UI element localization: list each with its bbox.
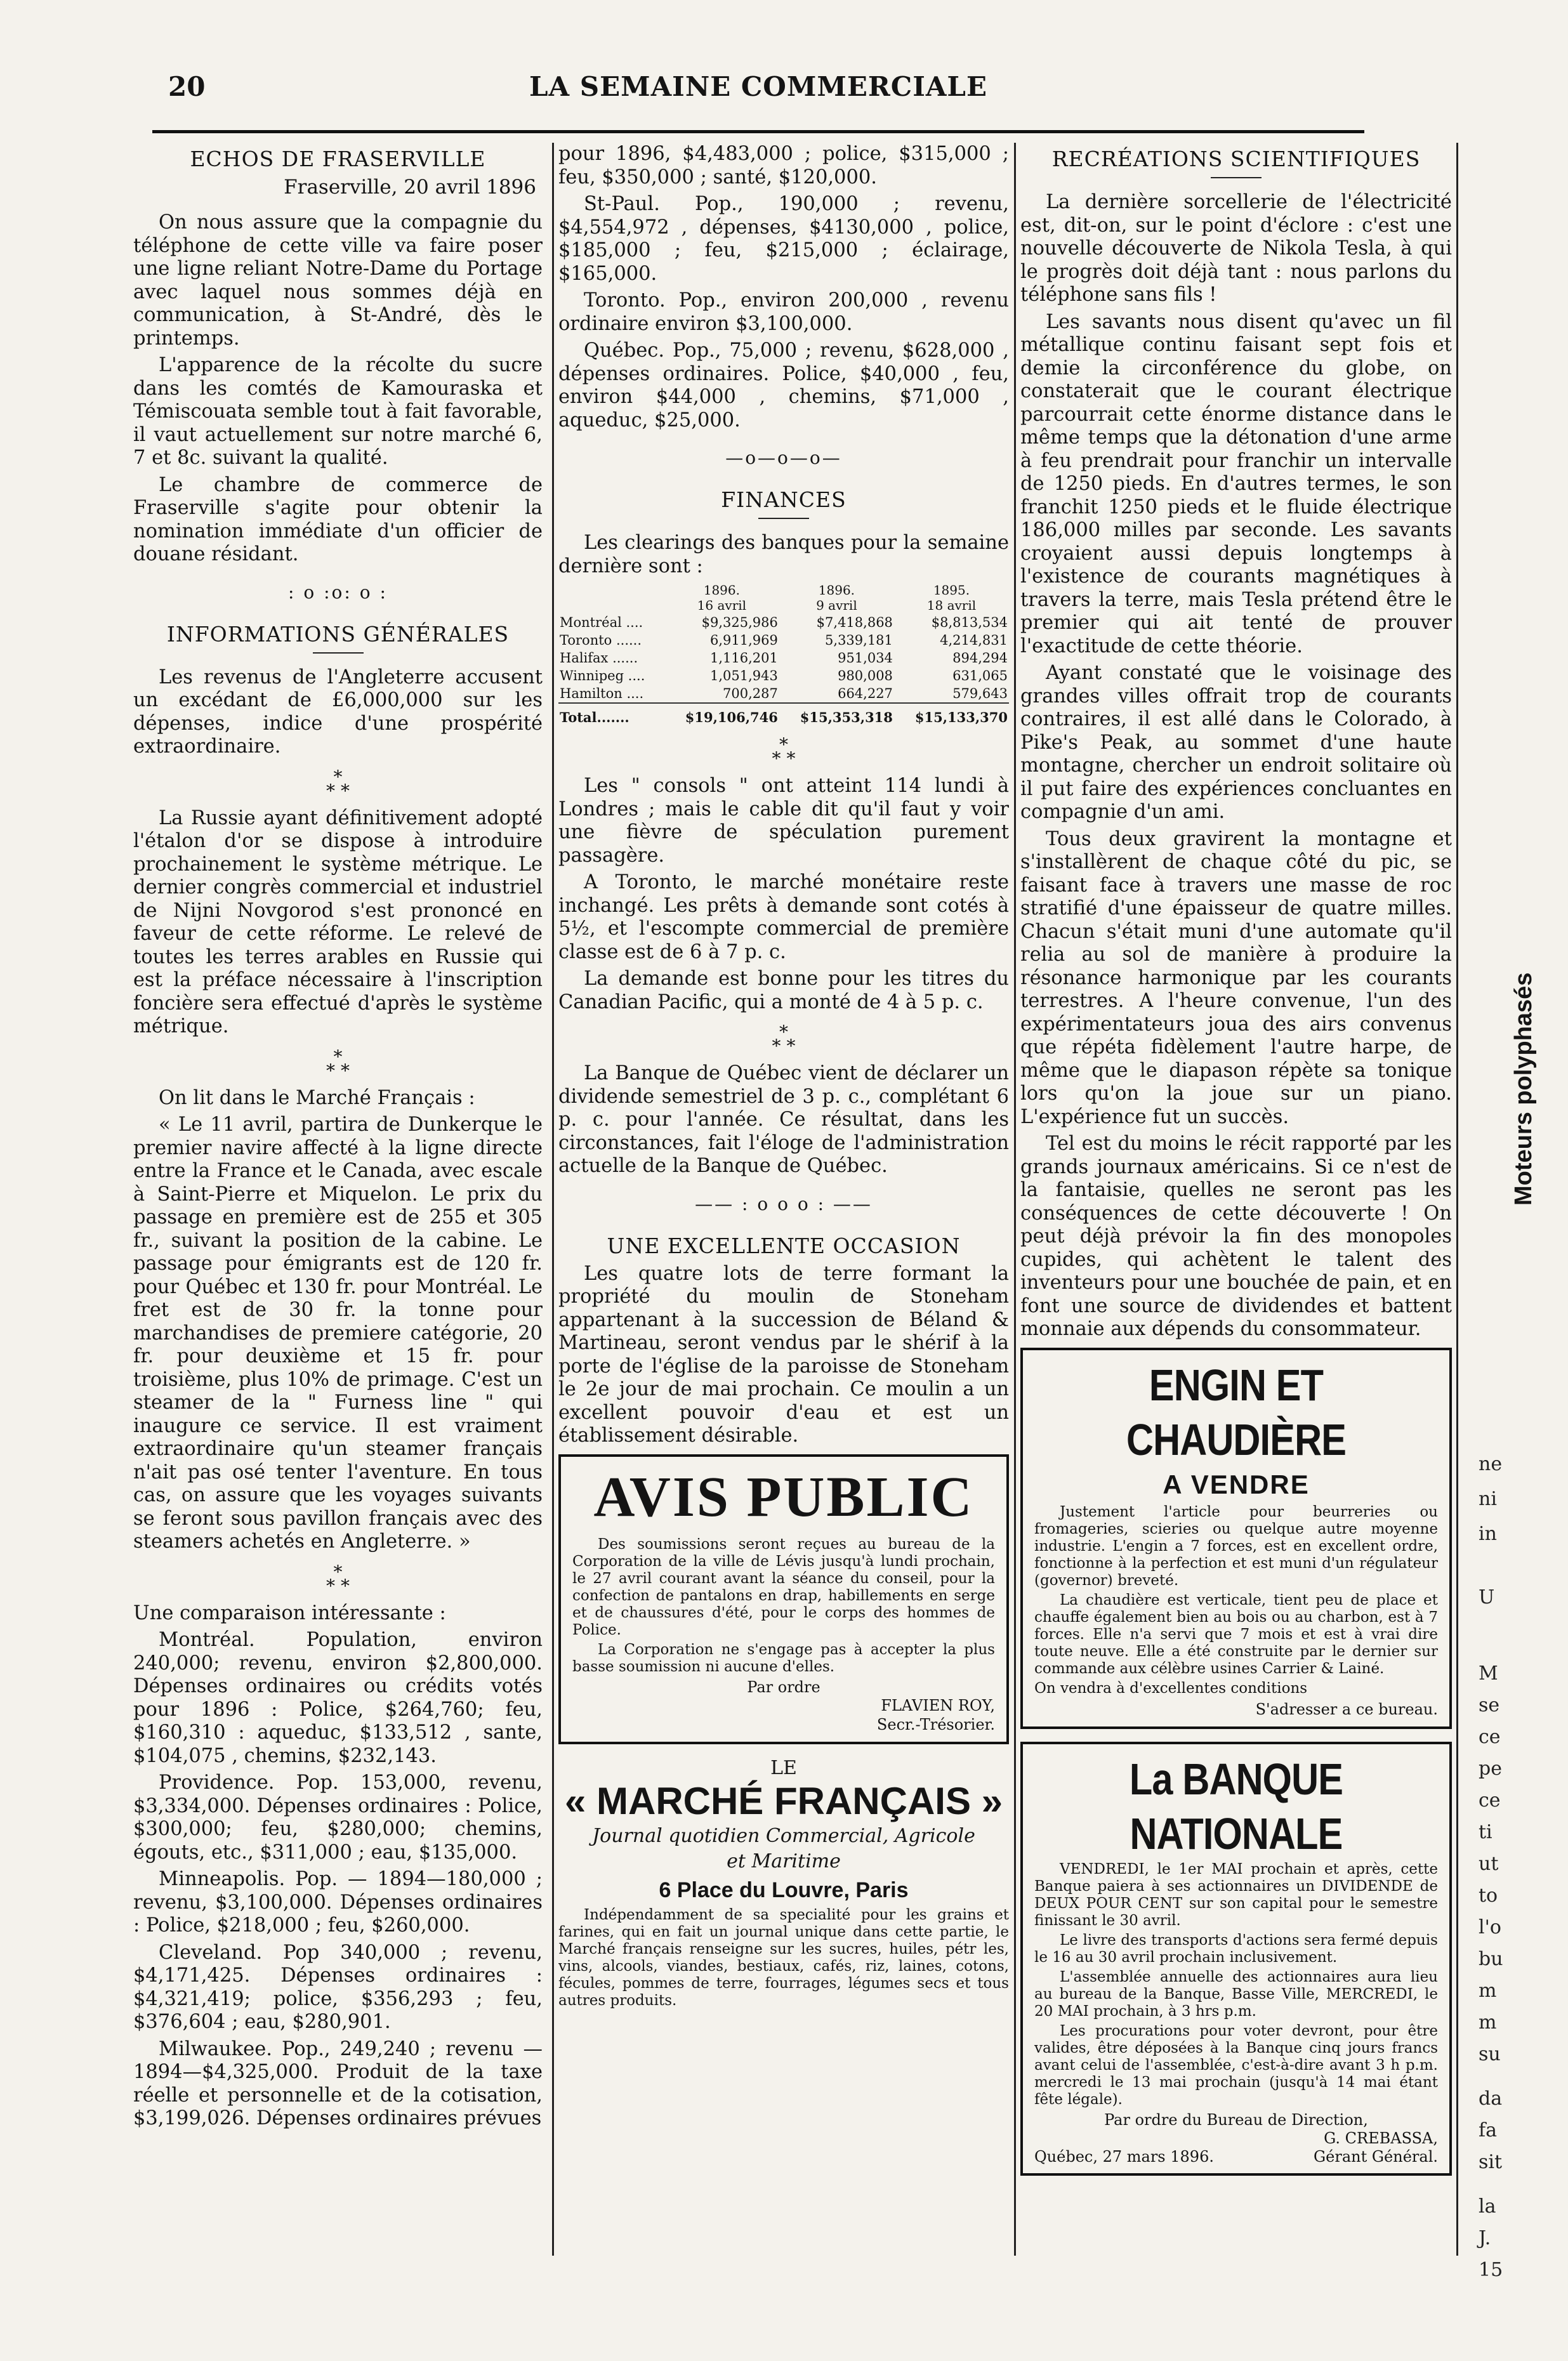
city-cell: Halifax ...... bbox=[560, 650, 638, 666]
banque-paragraph: Le livre des transports d'actions sera fermé depuis le 16 au 30 avril prochain inclusivement. bbox=[1034, 1931, 1438, 1966]
clearings-header-cell: 1896. 16 avril bbox=[697, 582, 747, 613]
recreations-paragraph: Les savants nous disent qu'avec un fil métallique continu faisant sept fois et demie la circonférence du globe, on constaterait que le courant électrique parcourrait cette énorme distance dans le même temps que la détonation d'une arme à feu prendrait pour franchir un intervalle de 1250 pieds. En d'autres termes, le son franchit 1250 pieds et le fluide électrique 186,000 milles par seconde. Les savants croyaient aussi depuis longtemps à l'existence de courants magnétiques à travers la terre, mais Tesla prétend être le premier qui ait tenté de prouver l'exactitude de cette théorie. bbox=[1020, 310, 1452, 657]
section-separator: —— : o o o : —— bbox=[695, 1193, 873, 1214]
echos-paragraph: On nous assure que la compagnie du téléphone de cette ville va faire poser une ligne reliant Notre-Dame du Portage avec laquel nous sommes déjà en communication, à St-André, dès le printemps. bbox=[133, 211, 543, 350]
margin-fragment: ut bbox=[1479, 1853, 1499, 1875]
avis-title: AVIS PUBLIC bbox=[593, 1465, 974, 1529]
engin-subtitle: A VENDRE bbox=[1163, 1469, 1310, 1499]
banque-gerant: Gérant Général. bbox=[1313, 2147, 1438, 2166]
avis-paragraph: Des soumissions seront reçues au bureau de la Corporation de la ville de Lévis jusqu'à lundi prochain, le 27 avril courant avant la séance du conseil, pour la confection de pantalons en drap, habillements en serge et de chaussures d'été, pour le corps des hommes de Police. bbox=[572, 1536, 995, 1638]
value-cell: 5,339,181 bbox=[825, 633, 893, 648]
value-cell: 4,214,831 bbox=[940, 633, 1008, 648]
avis-public-ad bbox=[558, 1454, 1009, 1744]
city-paragraph: Minneapolis. Pop. — 1894—180,000 ; revenu, $3,100,000. Dépenses ordinaires : Police, $218,000 ; feu, $260,000. bbox=[133, 1868, 543, 1937]
value-cell: 631,065 bbox=[952, 668, 1008, 683]
city-paragraph: Québec. Pop., 75,000 ; revenu, $628,000 , dépenses ordinaires. Police, $40,000 , feu, environ $44,000 , chemins, $71,000 , aqueduc, $25,000. bbox=[558, 339, 1009, 431]
engin-paragraph: On vendra à d'excellentes conditions bbox=[1034, 1680, 1308, 1697]
dunkerque-paragraph: « Le 11 avril, partira de Dunkerque le premier navire affecté à la ligne directe entre la France et le Canada, avec escale à Saint-Pierre et Miquelon. Le prix du passage en première est de 255 et 305 fr., suivant la position de la cabine. Le passage pour émigrants est de 120 fr. pour Québec et 130 fr. pour Montréal. Le fret est de 30 fr. la tonne pour marchandises de premiere catégorie, 20 fr. pour deuxième et 15 fr. pour troisième, plus 10% de primage. C'est un steamer de la " Furness line " qui inaugure ce service. Il est vraiment extraordinaire qu'un steamer français n'ait pas osé tenter l'aventure. En tous cas, on assure que les voyages suivants se feront sous pavillon français avec des steamers achetés en Angleterre. » bbox=[133, 1114, 543, 1553]
clearings-header-row bbox=[558, 582, 1009, 614]
margin-fragment: ne bbox=[1479, 1453, 1503, 1475]
table-row bbox=[558, 631, 1009, 649]
table-row bbox=[558, 685, 1009, 703]
margin-fragment: m bbox=[1479, 2011, 1497, 2034]
engin-chaudiere-ad bbox=[1020, 1348, 1452, 1729]
recreations-paragraph: La dernière sorcellerie de l'électricité est, dit-on, sur le point d'éclore : c'est une nouvelle découverte de Nikola Tesla, à qui le progrès doit déjà tant : nous parlons du téléphone sans fils ! bbox=[1020, 191, 1452, 306]
margin-fragment: m bbox=[1479, 1980, 1497, 2002]
banque-nationale-ad bbox=[1020, 1742, 1452, 2176]
margin-fragment: sit bbox=[1479, 2151, 1503, 2173]
value-cell: 980,008 bbox=[838, 668, 893, 683]
echos-dateline: Fraserville, 20 avril 1896 bbox=[284, 176, 536, 199]
value-cell: 6,911,969 bbox=[710, 633, 778, 648]
margin-fragment: in bbox=[1479, 1523, 1497, 1545]
value-cell: 664,227 bbox=[838, 686, 893, 701]
margin-fragment: da bbox=[1479, 2088, 1503, 2110]
engin-contact: S'adresser a ce bureau. bbox=[1255, 1700, 1438, 1718]
marche-paragraph: Indépendamment de sa specialité pour les grains et farines, qui en fait un journal unique dans cette partie, le Marché français renseigne sur les sucres, huiles, pétr les, vins, alcools, viandes, bestiaux, cafés, riz, laines, cotons, fécules, pommes de terre, fourrages, légumes secs et tous autres produits. bbox=[558, 1906, 1009, 2009]
newspaper-title: LA SEMAINE COMMERCIALE bbox=[529, 71, 987, 102]
engin-paragraph: La chaudière est verticale, tient peu de place et chauffe également bien au bois ou au charbon, est à 7 forces. Elle n'a servi que 7 mois et est à vrai dire toute neuve. Elle a été construite par le dernier sur commande aux célèbre usines Carrier & Lainé. bbox=[1034, 1591, 1438, 1677]
section-separator: : o :o: o : bbox=[288, 581, 388, 603]
city-cell: Toronto ...... bbox=[560, 633, 642, 648]
value-cell: 894,294 bbox=[952, 650, 1008, 666]
recreations-paragraph: Tous deux gravirent la montagne et s'installèrent de chaque côté du pic, se faisant face à travers une masse de roc stratifié d'une épaisseur de quatre milles. Chacun s'était muni d'une automate qu'il relia au sol de manière à produire la résonance harmonique par les courants terrestres. A l'heure convenue, l'un des expérimentateurs joua des airs convenus que répéta fidèlement l'autre harpe, de même que le diapason répète sa tonique lors qu'on la joue sur un piano. L'expérience fut un succès. bbox=[1020, 827, 1452, 1128]
clearings-table bbox=[558, 582, 1009, 727]
finances-heading: FINANCES bbox=[721, 487, 847, 512]
margin-fragment: to bbox=[1479, 1884, 1498, 1907]
margin-fragment: pe bbox=[1479, 1758, 1502, 1780]
margin-fragment: l'o bbox=[1479, 1916, 1501, 1938]
city-cell: Montréal .... bbox=[560, 615, 643, 630]
engin-title: ENGIN ET CHAUDIÈRE bbox=[1126, 1360, 1347, 1464]
asterism: * * * bbox=[326, 1561, 350, 1596]
marche-title: « MARCHÉ FRANÇAIS » bbox=[564, 1779, 1003, 1822]
marche-intro: On lit dans le Marché Français : bbox=[159, 1086, 475, 1109]
total-row bbox=[558, 703, 1009, 727]
banque-title: La BANQUE NATIONALE bbox=[1129, 1754, 1343, 1858]
city-paragraph: Providence. Pop. 153,000, revenu, $3,334,000. Dépenses ordinaires : Police, $300,000; feu, $280,000; chemins, égouts, etc., $311,000 ; eau, $135,000. bbox=[133, 1772, 543, 1864]
banque-signature-name: G. CREBASSA, bbox=[1324, 2129, 1438, 2147]
margin-fragment: ce bbox=[1479, 1789, 1501, 1812]
info-paragraph: Les revenus de l'Angleterre accusent un excédant de £6,000,000 sur les dépenses, indice d'une prospérité extraordinaire. bbox=[133, 666, 543, 758]
asterism: * * * bbox=[326, 766, 350, 801]
marche-francais-ad bbox=[558, 1757, 1009, 2009]
russie-paragraph: La Russie ayant définitivement adopté l'étalon d'or se dispose à introduire prochainement le système métrique. Le dernier congrès commercial et industriel de Nijni Novgorod s'est prononcé en faveur de cette réforme. Le relevé de toutes les terres arables en Russie qui est la préface nécessaire à l'inscription foncière sera effectué d'après le système métrique. bbox=[133, 806, 543, 1037]
total-label: Total....... bbox=[558, 703, 664, 727]
banque-date: Québec, 27 mars 1896. bbox=[1034, 2147, 1214, 2166]
banque-footer bbox=[1034, 2148, 1438, 2166]
finance-paragraph: A Toronto, le marché monétaire reste inchangé. Les prêts à demande sont cotés à 5½, et l'escompte commercial de première classe est de 6 à 7 p. c. bbox=[558, 871, 1009, 963]
column-2 bbox=[558, 143, 1009, 2252]
occasion-paragraph: Les quatre lots de terre formant la propriété du moulin de Stoneham appartenant à la succession de Béland & Martineau, seront vendus par le shérif à la porte de l'église de la paroisse de Stoneham le 2e jour de mai prochain. Ce moulin a un excellent pouvoir d'eau et est un établissement désirable. bbox=[558, 1262, 1009, 1447]
column-1 bbox=[133, 143, 543, 2252]
occasion-heading: UNE EXCELLENTE OCCASION bbox=[607, 1233, 961, 1258]
column-divider bbox=[552, 143, 554, 2256]
margin-fragment: bu bbox=[1479, 1948, 1503, 1970]
echos-heading: ECHOS DE FRASERVILLE bbox=[190, 147, 486, 171]
short-rule bbox=[313, 652, 364, 654]
engin-paragraph: Justement l'article pour beurreries ou fromageries, scieries ou quelque autre moyenne industrie. L'engin a 7 forces, est en excellent ordre, fonctionne à la perfection et est muni d'un régulateur (governor) breveté. bbox=[1034, 1503, 1438, 1589]
column-divider bbox=[1456, 143, 1458, 2256]
clearings-intro: Les clearings des banques pour la semaine dernière sont : bbox=[558, 532, 1009, 577]
value-cell: $9,325,986 bbox=[701, 615, 778, 630]
city-paragraph: Milwaukee. Pop., 249,240 ; revenu — 1894—$4,325,000. Produit de la taxe réelle et personnelle et de la cotisation, $3,199,026. Dépenses ordinaires prévues bbox=[133, 2037, 543, 2129]
marche-le: LE bbox=[770, 1756, 797, 1779]
short-rule bbox=[758, 518, 809, 519]
city-paragraph: Montréal. Population, environ 240,000; revenu, environ $2,800,000. Dépenses ordinaires ou crédits votés pour 1896 : Police, $264,760; feu, $160,310 : aqueduc, $133,512 , sante, $104,075 , chemins, $232,143. bbox=[133, 1629, 543, 1767]
vertical-text: Moteurs polyphasés bbox=[1510, 972, 1537, 1206]
margin-fragment: fa bbox=[1479, 2119, 1497, 2141]
value-cell: 579,643 bbox=[952, 686, 1008, 701]
value-cell: $8,813,534 bbox=[931, 615, 1008, 630]
margin-fragment: se bbox=[1479, 1694, 1500, 1716]
city-paragraph: Toronto. Pop., environ 200,000 , revenu ordinaire environ $3,100,000. bbox=[558, 289, 1009, 335]
header-rule bbox=[152, 130, 1364, 133]
info-heading: INFORMATIONS GÉNÉRALES bbox=[166, 621, 510, 647]
margin-fragment: U bbox=[1479, 1586, 1495, 1608]
table-row bbox=[558, 649, 1009, 667]
page-number: 20 bbox=[168, 71, 206, 102]
value-cell: 1,051,943 bbox=[710, 668, 778, 683]
adjacent-page-vertical-text bbox=[1510, 825, 1536, 1206]
margin-fragment: J. bbox=[1479, 2227, 1491, 2249]
page-header bbox=[152, 71, 1364, 109]
value-cell: $7,418,868 bbox=[816, 615, 893, 630]
total-value: $15,353,318 bbox=[779, 703, 894, 727]
margin-fragment: 15 bbox=[1479, 2259, 1503, 2281]
marche-address: 6 Place du Louvre, Paris bbox=[659, 1878, 909, 1902]
total-value: $15,133,370 bbox=[894, 703, 1009, 727]
banque-paragraph: L'assemblée annuelle des actionnaires aura lieu au bureau de la Banque, Basse Ville, MERCREDI, le 20 MAI prochain, à 3 hrs p.m. bbox=[1034, 1968, 1438, 2020]
banque-paragraph: Les procurations pour voter devront, pour être valides, être déposées à la Banque cinq jours francs avant celui de l'assemblée, c'est-à-dire avant 3 h p.m. mercredi le 13 mai prochain (jusqu'à 14 mai étant fête légale). bbox=[1034, 2022, 1438, 2108]
banque-signature-line: Par ordre du Bureau de Direction, bbox=[1104, 2110, 1368, 2129]
clearings-header-cell: 1896. 9 avril bbox=[816, 582, 857, 613]
marche-subtitle: Journal quotidien Commercial, Agricole bbox=[592, 1824, 975, 1847]
avis-paragraph: La Corporation ne s'engage pas à accepter la plus basse soumission ni aucune d'elles. bbox=[572, 1641, 995, 1675]
margin-fragment: ni bbox=[1479, 1488, 1497, 1510]
total-value: $19,106,746 bbox=[664, 703, 779, 727]
avis-signature-line: Par ordre bbox=[747, 1678, 820, 1696]
clearings-header-cell bbox=[558, 582, 664, 614]
recreations-paragraph: Tel est du moins le récit rapporté par les grands journaux américains. Si ce n'est de la fantaisie, quelles ne seront pas les conséquences de cette découverte ! On peut déjà prévoir la fin des monopoles cupides, qui achètent le talent des inventeurs pour une bouchée de pain, et en font une source de dividendes et battent monnaie aux dépends du consommateur. bbox=[1020, 1133, 1452, 1340]
comparaison-title: Une comparaison intéressante : bbox=[133, 1601, 446, 1624]
section-separator: —o—o—o— bbox=[725, 447, 842, 468]
city-paragraph: pour 1896, $4,483,000 ; police, $315,000 ; feu, $350,000 ; santé, $120,000. bbox=[558, 143, 1009, 188]
margin-fragment: su bbox=[1479, 2043, 1501, 2065]
marche-subtitle: et Maritime bbox=[727, 1850, 841, 1872]
finance-paragraph: Les " consols " ont atteint 114 lundi à Londres ; mais le cable dit qu'il faut y voir une fièvre de spéculation purement passagère. bbox=[558, 775, 1009, 867]
margin-fragment: la bbox=[1479, 2195, 1496, 2218]
margin-fragment: M bbox=[1479, 1662, 1498, 1685]
margin-fragment: ti bbox=[1479, 1821, 1492, 1843]
value-cell: 1,116,201 bbox=[710, 650, 778, 666]
city-paragraph: Cleveland. Pop 340,000 ; revenu, $4,171,425. Dépenses ordinaires : $4,321,419; police, $356,293 ; feu, $376,604 ; eau, $280,901. bbox=[133, 1941, 543, 2033]
city-paragraph: St-Paul. Pop., 190,000 ; revenu, $4,554,972 , dépenses, $4130,000 , police, $185,000 ; feu, $215,000 ; éclairage, $165,000. bbox=[558, 193, 1009, 285]
finance-paragraph: La Banque de Québec vient de déclarer un dividende semestriel de 3 p. c., complétant 6 p. c. pour l'année. Ce résultat, dans les circonstances, fait l'éloge de l'administration actuelle de la Banque de Québec. bbox=[558, 1062, 1009, 1177]
value-cell: 951,034 bbox=[838, 650, 893, 666]
table-row bbox=[558, 614, 1009, 631]
banque-paragraph: VENDREDI, le 1er MAI prochain et après, cette Banque paiera à ses actionnaires un DIVIDENDE de DEUX POUR CENT sur son capital pour le semestre finissant le 30 avril. bbox=[1034, 1860, 1438, 1929]
value-cell: 700,287 bbox=[723, 686, 778, 701]
avis-signature-title: Secr.-Trésorier. bbox=[876, 1715, 995, 1733]
finance-paragraph: La demande est bonne pour les titres du Canadian Pacific, qui a monté de 4 à 5 p. c. bbox=[558, 968, 1009, 1013]
asterism: * * * bbox=[772, 734, 796, 769]
echos-paragraph: Le chambre de commerce de Fraserville s'agite pour obtenir la nomination immédiate d'un officier de douane résidant. bbox=[133, 473, 543, 565]
column-3 bbox=[1020, 143, 1452, 2252]
short-rule bbox=[1211, 177, 1262, 178]
column-divider bbox=[1014, 143, 1016, 2256]
recreations-paragraph: Ayant constaté que le voisinage des grandes villes offrait trop de courants contraires, il est allé dans le Colorado, à Pike's Peak, au sommet d'une haute montagne, chercher un endroit solitaire où il put faire des expériences concluantes en compagnie d'un ami. bbox=[1020, 662, 1452, 823]
echos-paragraph: L'apparence de la récolte du sucre dans les comtés de Kamouraska et Témiscouata semble tout à fait favorable, il vaut actuellement sur notre marché 6, 7 et 8c. suivant la qualité. bbox=[133, 354, 543, 469]
table-row bbox=[558, 667, 1009, 685]
clearings-header-cell: 1895. 18 avril bbox=[926, 582, 977, 613]
asterism: * * * bbox=[772, 1022, 796, 1056]
avis-signature-name: FLAVIEN ROY, bbox=[881, 1696, 995, 1714]
city-cell: Winnipeg .... bbox=[560, 668, 645, 683]
recreations-heading: RECRÉATIONS SCIENTIFIQUES bbox=[1051, 147, 1421, 171]
asterism: * * * bbox=[326, 1046, 350, 1081]
margin-fragment: ce bbox=[1479, 1726, 1501, 1748]
city-cell: Hamilton .... bbox=[560, 686, 644, 701]
